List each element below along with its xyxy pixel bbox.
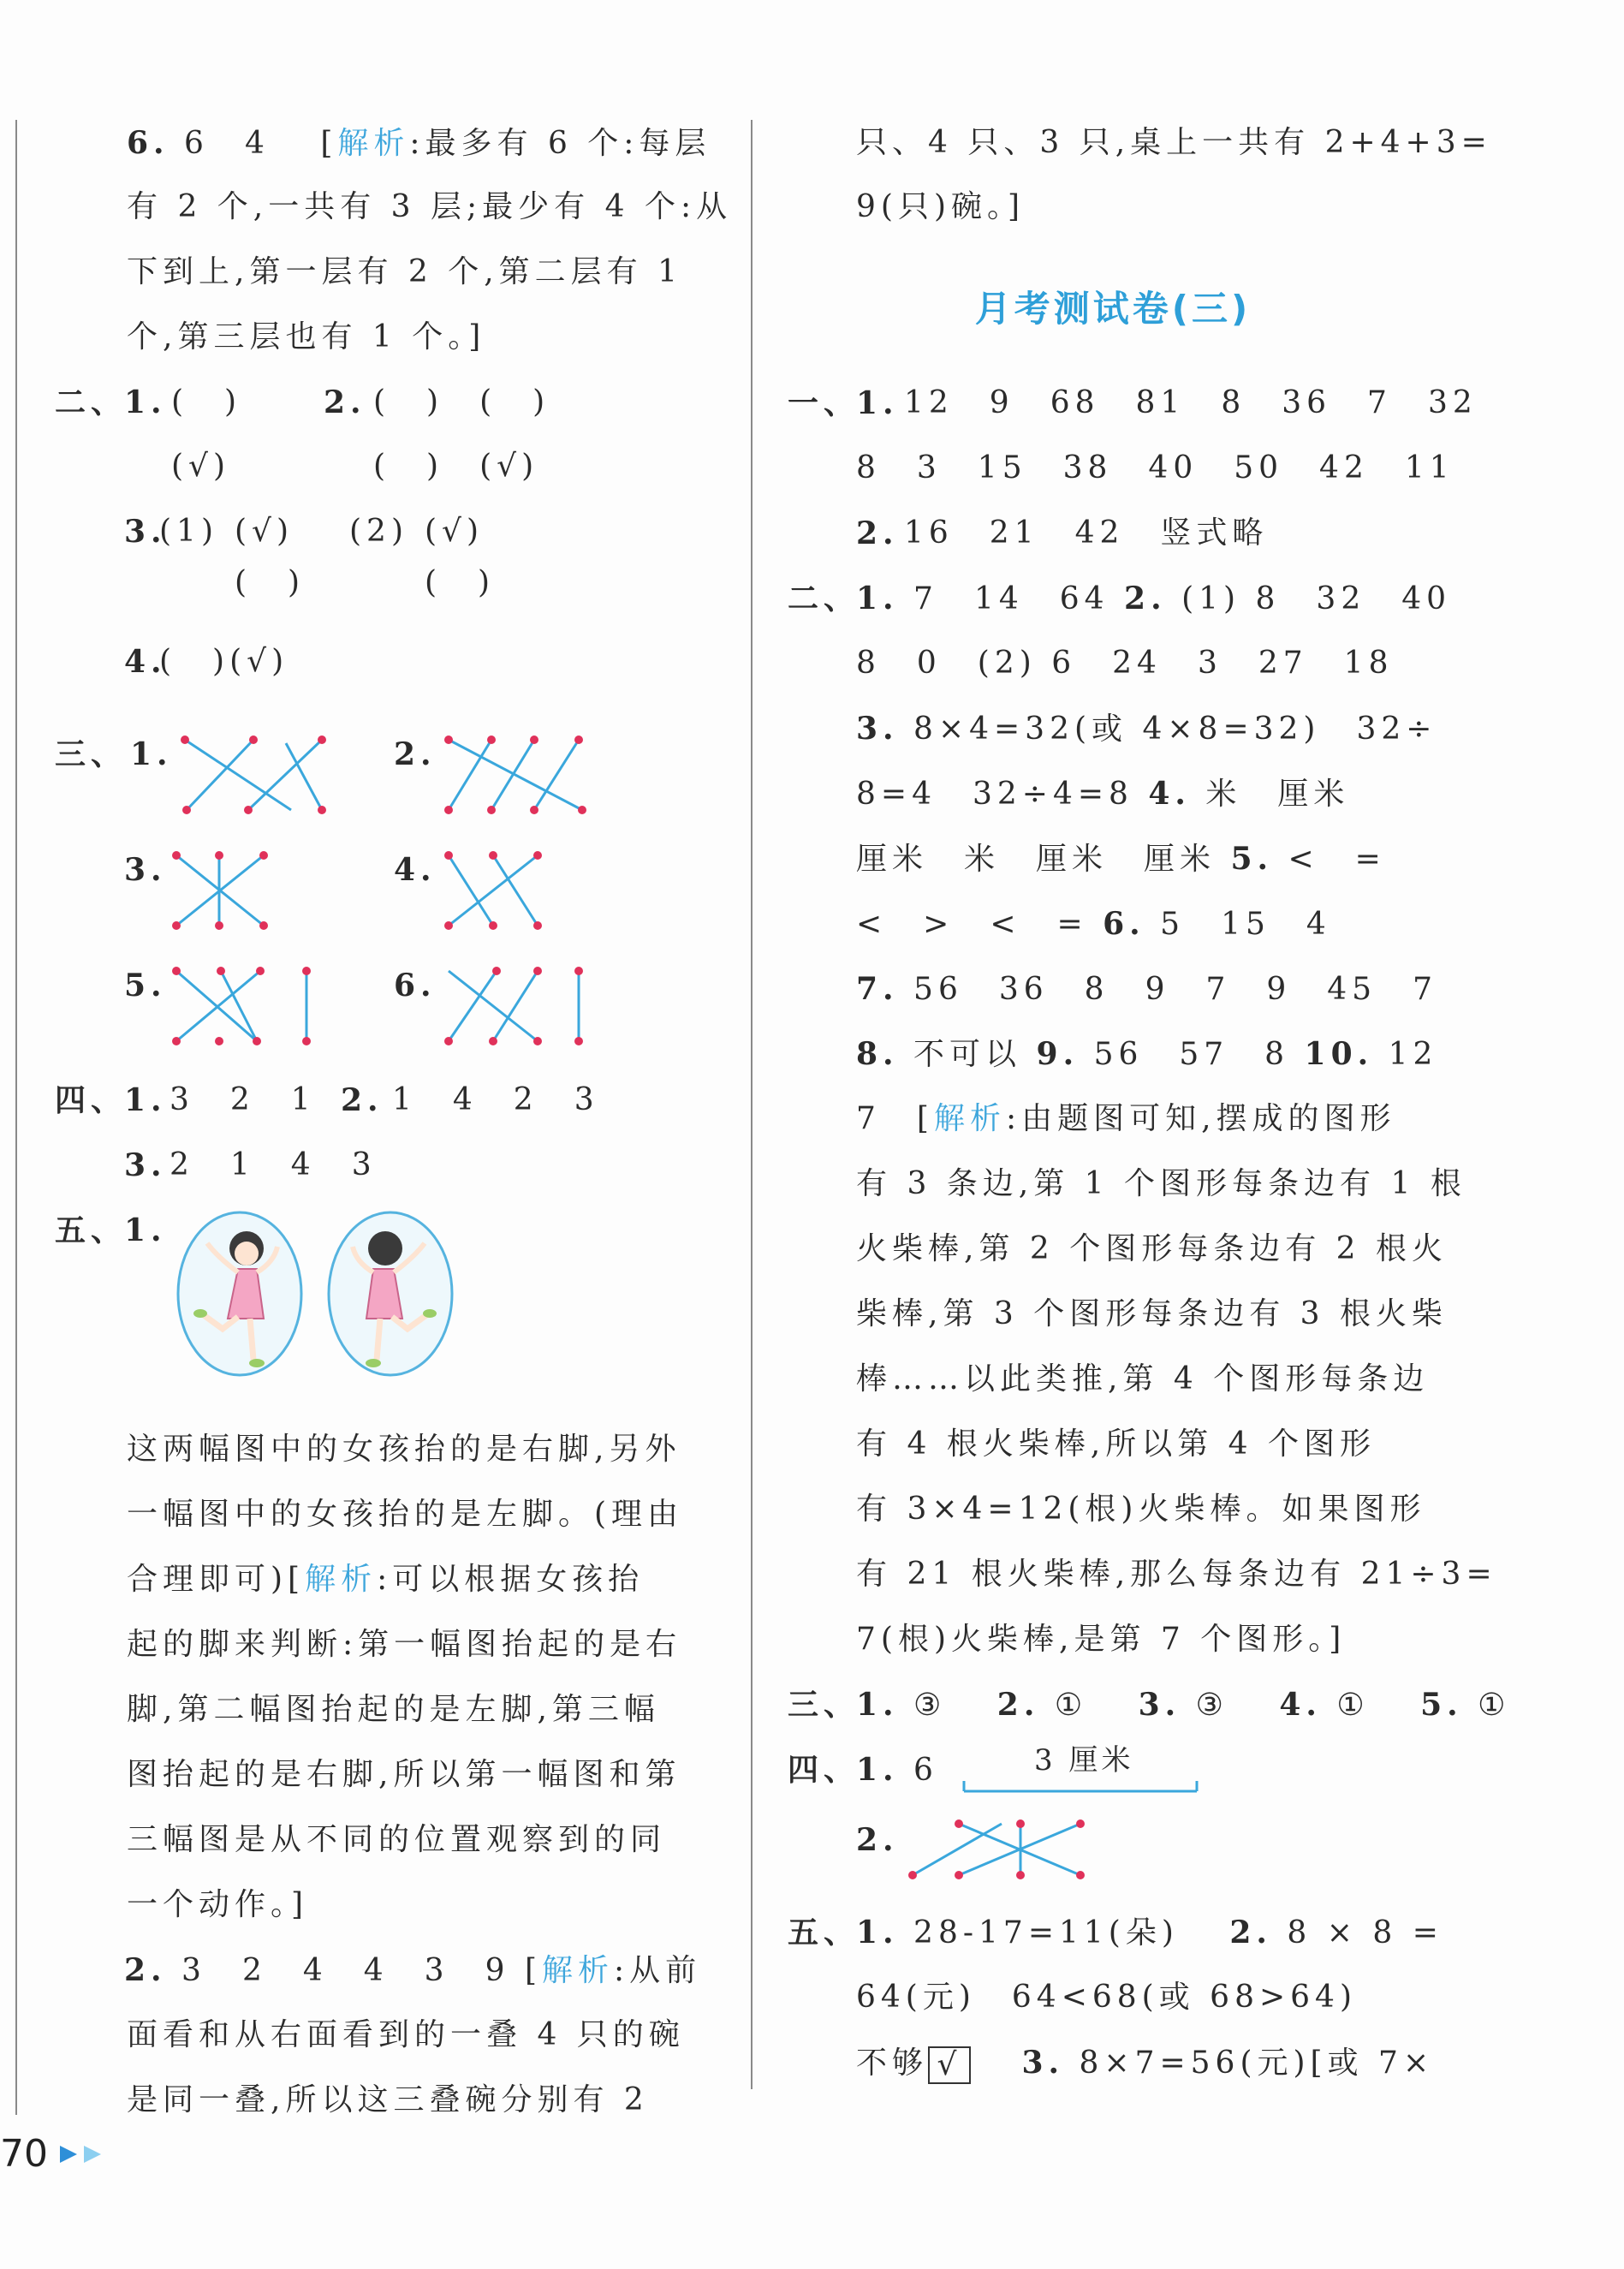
answer-text: 2 1 4 3: [170, 1147, 377, 1182]
text-line: 图抬起的是右脚,所以第一幅图和第: [127, 1757, 681, 1792]
analysis-tag: 解析: [337, 126, 410, 161]
text-line: 1. 6: [856, 1752, 938, 1788]
section-label: 二、: [788, 581, 860, 616]
page-number: 70: [0, 2132, 48, 2176]
answer-text: 16 21 42 竖式略: [904, 515, 1269, 551]
analysis-tag: 解析: [541, 1953, 614, 1988]
text-line: 1. 7 14 64 2. (1) 8 32 40: [856, 581, 1452, 616]
question-number: 2.: [341, 1082, 384, 1118]
text-line: 9(只)碗。]: [856, 189, 1026, 224]
question-number: 4.: [394, 852, 437, 888]
page-arrow-icon: [58, 2144, 113, 2165]
answer-text: ( ): [235, 565, 306, 600]
answer-text: 3 2 1: [170, 1082, 316, 1117]
section-label: 五、: [55, 1212, 128, 1248]
question-number: 2.: [856, 1822, 899, 1858]
text-line: 有 4 根火柴棒,所以第 4 个图形: [856, 1426, 1377, 1462]
ruler-segment: [962, 1776, 1202, 1796]
text-line: 7(根)火柴棒,是第 7 个图形。]: [856, 1622, 1347, 1657]
question-number: 2.: [856, 515, 899, 551]
check-box: √: [928, 2046, 971, 2084]
analysis-tag: 解析: [305, 1562, 378, 1597]
section-label: 一、: [788, 385, 860, 421]
answer-text: (2): [349, 514, 408, 549]
text-line: 厘米 米 厘米 厘米 5. < =: [856, 841, 1386, 877]
text-line: 3. 8×4=32(或 4×8=32) 32÷: [856, 711, 1437, 747]
question-number: 6.: [394, 968, 437, 1003]
text-line: 火柴棒,第 2 个图形每条边有 2 根火: [856, 1231, 1449, 1266]
question-number: 1.: [124, 1212, 167, 1248]
text-line: 有 3×4=12(根)火柴棒。如果图形: [856, 1492, 1426, 1527]
answer-text: (√): [235, 514, 294, 549]
text-line: 7 [解析:由题图可知,摆成的图形: [856, 1101, 1396, 1136]
section-label: 二、: [55, 384, 128, 420]
answer-text: 12 9 68 81 8 36 7 32: [904, 385, 1478, 420]
question-number: 1.: [856, 385, 899, 421]
answer-text: ( ) ( ): [373, 384, 550, 420]
section-label: 五、: [788, 1915, 860, 1950]
text-line: 起的脚来判断:第一幅图抬起的是右: [127, 1627, 682, 1662]
question-number: 1.: [124, 384, 167, 420]
text-line: 一个动作。]: [127, 1887, 309, 1922]
question-number: 1.: [124, 1082, 167, 1118]
text-line: 有 2 个,一共有 3 层;最少有 4 个:从: [127, 189, 733, 224]
text-line: 柴棒,第 3 个图形每条边有 3 根火柴: [856, 1296, 1449, 1331]
answer-5-2: 2. 3 2 4 4 3 9 [解析:从前: [124, 1952, 702, 1988]
text-line: 下到上,第一层有 2 个,第二层有 1: [127, 254, 683, 289]
analysis-tag: 解析: [933, 1101, 1006, 1136]
question-number: 3.: [124, 1147, 167, 1183]
text-line: 面看和从右面看到的一叠 4 只的碗: [127, 2017, 685, 2052]
question-number: 5.: [124, 968, 167, 1003]
text-line: 有 21 根火柴棒,那么每条边有 21÷3=: [856, 1557, 1497, 1592]
text-line: 8 0 (2) 6 24 3 27 18: [856, 646, 1394, 681]
section-label: 四、: [788, 1752, 860, 1788]
text-line: 三幅图是从不同的位置观察到的同: [127, 1822, 667, 1857]
question-number: 1.: [130, 736, 173, 772]
text-line: < > < = 6. 5 15 4: [856, 906, 1331, 942]
question-number: 3.: [124, 514, 167, 550]
question-number: 2.: [324, 384, 366, 420]
question-number: 4.: [124, 644, 167, 680]
text-line: 8. 不可以 9. 56 57 8 10. 12: [856, 1036, 1438, 1072]
text-line: 7. 56 36 8 9 7 9 45 7: [856, 971, 1437, 1007]
text-line: 8=4 32÷4=8 4. 米 厘米: [856, 776, 1350, 812]
text-line: 脚,第二幅图抬起的是左脚,第三幅: [127, 1692, 660, 1727]
answer-text: ( ): [171, 384, 242, 420]
text-line: 1. ③ 2. ① 3. ③ 4. ① 5. ①: [856, 1687, 1511, 1723]
answer-text: ( ): [425, 565, 496, 600]
text-line: 1. 28-17=11(朵) 2. 8 × 8 =: [856, 1915, 1443, 1950]
answer-text: 1 4 2 3: [392, 1082, 599, 1117]
text-line: 这两幅图中的女孩抬的是右脚,另外: [127, 1432, 681, 1467]
question-number: 2.: [394, 736, 437, 772]
question-number: 3.: [124, 852, 167, 888]
text-line: 有 3 条边,第 1 个图形每条边有 1 根: [856, 1166, 1466, 1201]
text-line: 只、4 只、3 只,桌上一共有 2+4+3=: [856, 125, 1492, 160]
text-line: 不够 √ 3. 8×7=56(元)[或 7×: [856, 2045, 1435, 2082]
ruler-label: 3 厘米: [1034, 1743, 1134, 1778]
section-label: 三、: [788, 1687, 860, 1723]
text-line: 一幅图中的女孩抬的是左脚。(理由: [127, 1497, 684, 1532]
text-line: 是同一叠,所以这三叠碗分别有 2: [127, 2082, 649, 2117]
section-label: 四、: [55, 1082, 128, 1118]
text-line: 64(元) 64<68(或 68>64): [856, 1980, 1357, 2015]
matching-diagram: [899, 1810, 1096, 1887]
answer-6: 6. 6 4 [解析:最多有 6 个:每层: [127, 125, 711, 161]
text-line: 棒……以此类推,第 4 个图形每条边: [856, 1361, 1430, 1397]
answer-text: ( )(√): [159, 644, 289, 679]
text-line: 个,第三层也有 1 个。]: [127, 319, 486, 354]
section-label: 三、: [55, 736, 128, 772]
answer-text: (√): [171, 449, 231, 484]
answer-text: (1): [159, 514, 218, 549]
answer-text: ( ) (√): [373, 449, 539, 484]
answer-text: (√): [425, 514, 485, 549]
section-title: 月考测试卷(三): [974, 288, 1252, 330]
answer-text: 8 3 15 38 40 50 42 11: [856, 450, 1454, 485]
text-line: 合理即可)[解析:可以根据女孩抬: [127, 1562, 645, 1597]
